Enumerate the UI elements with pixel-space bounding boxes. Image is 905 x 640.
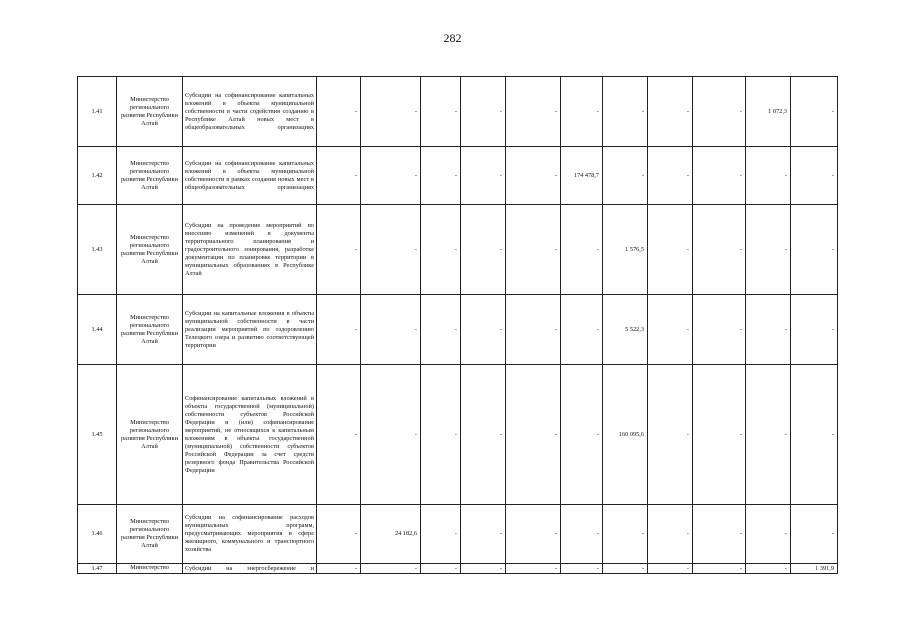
value-cell: - — [561, 77, 603, 147]
value-cell: 1 391,9 — [791, 564, 838, 574]
budget-table — [77, 76, 838, 574]
value-cell: - — [648, 205, 693, 295]
value-cell: - — [746, 365, 791, 505]
value-cell: - — [791, 295, 838, 365]
value-cell: - — [561, 564, 603, 574]
value-cell: - — [746, 564, 791, 574]
value-cell: - — [648, 77, 693, 147]
value-cell: - — [693, 564, 746, 574]
value-cell: - — [317, 564, 361, 574]
value-cell: - — [603, 505, 648, 564]
value-cell: - — [461, 147, 506, 205]
table-row — [78, 77, 838, 147]
value-cell: - — [317, 505, 361, 564]
value-cell: - — [421, 77, 461, 147]
value-cell: - — [506, 147, 561, 205]
value-cell: - — [317, 365, 361, 505]
value-cell: - — [461, 505, 506, 564]
ministry-cell: Министерство — [117, 564, 183, 574]
page-number: 282 — [443, 31, 462, 45]
value-cell: - — [693, 505, 746, 564]
value-cell: - — [693, 147, 746, 205]
description-cell: Субсидии на энергосбережение и — [183, 564, 317, 574]
value-cell: - — [506, 365, 561, 505]
value-cell: - — [603, 77, 648, 147]
value-cell: - — [791, 147, 838, 205]
row-number: 1.46 — [78, 505, 117, 564]
value-cell: - — [461, 205, 506, 295]
ministry-cell: Министерство регионального развития Республики Алтай — [117, 205, 183, 295]
value-cell: - — [361, 295, 421, 365]
value-cell: - — [791, 365, 838, 505]
ministry-cell: Министерство регионального развития Республики Алтай — [117, 77, 183, 147]
value-cell: - — [561, 205, 603, 295]
table-row — [78, 295, 838, 365]
row-number: 1.44 — [78, 295, 117, 365]
value-cell: - — [421, 147, 461, 205]
value-cell: - — [317, 205, 361, 295]
ministry-cell: Министерство регионального развития Республики Алтай — [117, 505, 183, 564]
value-cell: 1 072,3 — [746, 77, 791, 147]
description-cell: Субсидии на софинансирование капитальных вложений в объекты муниципальной собственности в рамках создания новых мест в общеобразовательных организациях — [183, 147, 317, 205]
value-cell: - — [361, 77, 421, 147]
value-cell: - — [648, 295, 693, 365]
ministry-cell: Министерство регионального развития Республики Алтай — [117, 365, 183, 505]
table-row — [78, 365, 838, 505]
value-cell: - — [461, 564, 506, 574]
value-cell: - — [421, 295, 461, 365]
value-cell: - — [421, 505, 461, 564]
value-cell: - — [561, 295, 603, 365]
description-cell: Субсидии на капитальные вложения в объекты муниципальной собственности в части реализации мероприятий по оздоровлению Телецкого озера и развитию соответствующей территории — [183, 295, 317, 365]
value-cell: - — [693, 295, 746, 365]
value-cell: - — [461, 365, 506, 505]
row-number: 1.41 — [78, 77, 117, 147]
row-number: 1.45 — [78, 365, 117, 505]
value-cell: - — [506, 77, 561, 147]
description-cell: Субсидии на софинансирование расходов муниципальных программ, предусматривающих мероприятия в сфере жилищного, коммунального и транспортного хозяйства — [183, 505, 317, 564]
table-row — [78, 147, 838, 205]
value-cell: - — [693, 77, 746, 147]
value-cell: - — [506, 205, 561, 295]
value-cell: - — [603, 147, 648, 205]
value-cell: - — [506, 295, 561, 365]
value-cell: - — [693, 365, 746, 505]
value-cell: - — [648, 564, 693, 574]
value-cell: - — [746, 295, 791, 365]
value-cell: - — [746, 505, 791, 564]
value-cell: - — [361, 564, 421, 574]
value-cell: - — [693, 205, 746, 295]
value-cell: - — [791, 505, 838, 564]
table-row — [78, 205, 838, 295]
ministry-cell: Министерство регионального развития Республики Алтай — [117, 147, 183, 205]
value-cell: - — [461, 295, 506, 365]
description-cell: Субсидии на софинансирование капитальных вложений в объекты муниципальной собственности в части содействия созданию в Республике Алтай новых мест в общеобразовательных организациях — [183, 77, 317, 147]
value-cell: - — [791, 77, 838, 147]
value-cell: - — [317, 147, 361, 205]
value-cell: - — [421, 365, 461, 505]
value-cell: - — [317, 77, 361, 147]
value-cell: - — [746, 147, 791, 205]
value-cell: - — [561, 365, 603, 505]
value-cell: 160 095,6 — [603, 365, 648, 505]
value-cell: 5 522,3 — [603, 295, 648, 365]
value-cell: - — [746, 205, 791, 295]
description-cell: Субсидии на проведение мероприятий по внесению изменений в документы территориального планирования и градостроительного зонирования, разработке документации по планировке территории в муниципальных образованиях в Республике Алтай — [183, 205, 317, 295]
value-cell: - — [506, 564, 561, 574]
value-cell: - — [561, 505, 603, 564]
description-cell: Софинансирование капитальных вложений в объекты государственной (муниципальной) собственности субъектов Российской Федерации и (или) софинансирование мероприятий, не относящихся к капитальным вложениям в объекты государственной (муниципальной) собственности субъектов Российской Федерации за счет средств резервного фонда Правительства Российской Федерации — [183, 365, 317, 505]
value-cell: - — [506, 505, 561, 564]
row-number: 1.43 — [78, 205, 117, 295]
value-cell: - — [361, 205, 421, 295]
value-cell: 24 182,6 — [361, 505, 421, 564]
value-cell: - — [421, 564, 461, 574]
row-number: 1.42 — [78, 147, 117, 205]
value-cell: - — [361, 147, 421, 205]
value-cell: - — [791, 205, 838, 295]
value-cell: - — [603, 564, 648, 574]
value-cell: - — [317, 295, 361, 365]
value-cell: - — [361, 365, 421, 505]
table-row — [78, 564, 838, 574]
value-cell: - — [648, 505, 693, 564]
value-cell: - — [421, 205, 461, 295]
ministry-cell: Министерство регионального развития Республики Алтай — [117, 295, 183, 365]
row-number: 1.47 — [78, 564, 117, 574]
table-row — [78, 505, 838, 564]
value-cell: - — [461, 77, 506, 147]
value-cell: - — [648, 365, 693, 505]
value-cell: 174 478,7 — [561, 147, 603, 205]
value-cell: 1 576,5 — [603, 205, 648, 295]
value-cell: - — [648, 147, 693, 205]
